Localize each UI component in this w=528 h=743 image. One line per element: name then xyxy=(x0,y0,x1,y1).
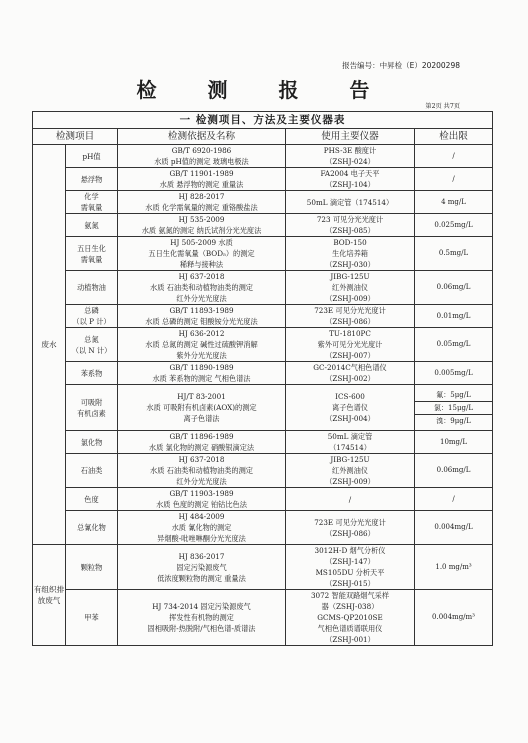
instrument-line: （ZSHJ-104） xyxy=(325,180,375,189)
item-line: 需氧量 xyxy=(80,203,103,212)
table-row xyxy=(33,237,493,271)
limit-line: 4 mg/L xyxy=(441,197,466,206)
limit-line: 0.05mg/L xyxy=(436,340,471,348)
instrument-line: 723E 可见分光光度计 xyxy=(314,517,386,527)
instrument-line: 723 可见分光光度计 xyxy=(316,215,384,224)
table-row xyxy=(33,385,493,431)
method-cell xyxy=(118,237,286,271)
page-info: 第2页 共7页 xyxy=(425,103,460,110)
instrument-cell xyxy=(286,511,415,545)
limit-line: 0.06mg/L xyxy=(436,283,471,291)
table-row xyxy=(33,168,493,191)
method-cell xyxy=(118,385,286,431)
instrument-cell xyxy=(286,168,415,191)
header-item: 检测项目 xyxy=(33,129,118,145)
instrument-line: MS105DU 分析天平 xyxy=(315,568,385,577)
instrument-line: 生化培养箱 xyxy=(332,249,368,258)
table-row xyxy=(33,545,493,590)
instrument-cell xyxy=(286,145,415,168)
instrument-cell xyxy=(286,545,415,590)
instrument-line: （ZSHJ-147） xyxy=(325,557,375,566)
instrument-line: 50mL 滴定管 xyxy=(327,432,373,441)
method-cell xyxy=(118,191,286,214)
method-line: HJ 828-2017 xyxy=(178,192,225,201)
header-method: 检测依据及名称 xyxy=(118,129,286,145)
item-line: 氨氮 xyxy=(84,220,99,230)
item-cell xyxy=(66,214,118,237)
method-line: 水质 氨氮的测定 纳氏试剂分光光度法 xyxy=(141,226,262,235)
method-line: 水质 pH值的测定 玻璃电极法 xyxy=(154,157,249,166)
limit-cell xyxy=(415,362,493,385)
item-cell xyxy=(66,328,118,362)
instrument-cell xyxy=(286,488,415,511)
instrument-cell xyxy=(286,271,415,305)
limit-cell xyxy=(415,385,493,431)
instrument-line: FA2004 电子天平 xyxy=(320,169,380,178)
instrument-line: / xyxy=(348,494,352,504)
method-cell xyxy=(118,431,286,454)
table-row xyxy=(33,454,493,488)
item-cell xyxy=(66,431,118,454)
table-row xyxy=(33,305,493,328)
limit-cell xyxy=(415,488,493,511)
instrument-line: JIBG-125U xyxy=(330,455,370,464)
item-line: 甲苯 xyxy=(84,613,99,622)
instrument-line: （ZSHJ-086） xyxy=(325,528,375,538)
method-cell xyxy=(118,590,286,646)
limit-cell xyxy=(415,328,493,362)
table-row xyxy=(33,214,493,237)
method-cell xyxy=(118,214,286,237)
instrument-line: （ZSHJ-015） xyxy=(325,579,375,588)
instrument-line: PHS-3E 酸度计 xyxy=(323,146,377,155)
method-cell xyxy=(118,511,286,545)
instrument-line: （ZSHJ-030） xyxy=(325,260,375,269)
method-line: 紫外分光光度法 xyxy=(176,351,227,360)
limit-cell xyxy=(415,545,493,590)
table-row xyxy=(33,271,493,305)
method-line: 固定污染源废气 xyxy=(176,562,227,572)
item-line: 五日生化 xyxy=(77,243,106,253)
item-line: 化学 xyxy=(84,192,99,201)
method-line: 水质 总磷的测定 钼酸铵分光光度法 xyxy=(145,317,258,326)
method-line: HJ 836-2017 xyxy=(178,551,225,561)
instrument-line: 50mL 滴定管（174514） xyxy=(306,197,394,207)
item-cell xyxy=(66,305,118,328)
limit-cell xyxy=(415,271,493,305)
instrument-line: GCMS-QP2010SE xyxy=(317,613,383,622)
method-line: 水质 化学需氧量的测定 重铬酸盐法 xyxy=(145,203,258,212)
method-table xyxy=(32,111,493,646)
limit-cell xyxy=(415,237,493,271)
method-cell xyxy=(118,145,286,168)
instrument-line: （174514） xyxy=(329,443,371,452)
instrument-line: （ZSHJ-085） xyxy=(325,226,375,235)
instrument-line: （ZSHJ-002） xyxy=(325,374,375,383)
item-cell xyxy=(66,545,118,590)
item-line: 需氧量 xyxy=(80,254,103,264)
limit-line: / xyxy=(452,494,455,503)
instrument-cell xyxy=(286,590,415,646)
header-instrument: 使用主要仪器 xyxy=(286,129,415,145)
instrument-cell xyxy=(286,431,415,454)
method-line: HJ 505-2009 水质 xyxy=(170,238,233,247)
method-line: HJ 637-2018 xyxy=(178,455,225,464)
limit-line: 0.005mg/L xyxy=(434,368,473,377)
instrument-line: 器（ZSHJ-038） xyxy=(321,602,379,611)
item-line: 氯化物 xyxy=(80,437,103,447)
instrument-line: （ZSHJ-086） xyxy=(325,317,375,326)
method-line: HJ 636-2012 xyxy=(178,329,225,338)
method-cell xyxy=(118,168,286,191)
method-cell xyxy=(118,488,286,511)
instrument-cell xyxy=(286,385,415,431)
limit-line: 氟：5μg/L xyxy=(415,389,492,402)
method-cell xyxy=(118,454,286,488)
item-cell xyxy=(66,385,118,431)
item-line: （以 P 计） xyxy=(72,317,111,326)
instrument-line: 气相色谱质谱联用仪 xyxy=(317,624,383,633)
category-wastewater: 废水 xyxy=(33,145,66,545)
instrument-line: （ZSHJ-004） xyxy=(325,414,375,423)
table-row xyxy=(33,145,493,168)
method-line: 红外分光光度法 xyxy=(176,477,227,486)
item-line: 总氮 xyxy=(84,334,99,344)
item-cell xyxy=(66,271,118,305)
method-line: 水质 氰化物的测定 xyxy=(171,523,232,532)
limit-cell xyxy=(415,214,493,237)
method-line: HJ 637-2018 xyxy=(178,272,225,281)
method-line: 水质 石油类和动植物油类的测定 xyxy=(150,466,253,475)
limit-line: 溴：9μg/L xyxy=(436,416,471,425)
item-line: 总磷 xyxy=(84,306,99,315)
method-line: 离子色谱法 xyxy=(183,414,220,423)
limit-line: 0.5mg/L xyxy=(438,249,469,257)
table-row xyxy=(33,431,493,454)
instrument-line: GC-2014C气相色谱仪 xyxy=(313,363,387,372)
method-line: 水质 可吸附有机卤素(AOX)的测定 xyxy=(146,403,257,412)
instrument-cell xyxy=(286,305,415,328)
limit-cell xyxy=(415,590,493,646)
limit-cell xyxy=(415,431,493,454)
instrument-line: 紫外可见分光光度计 xyxy=(317,340,383,349)
instrument-line: 3072 智能双路烟气采样 xyxy=(310,591,390,600)
method-line: 异烟酸-吡唑啉酮分光光度法 xyxy=(157,534,246,543)
report-number: 报告编号：中昇检（E）20200298 xyxy=(342,61,460,70)
method-line: 固相吸附-热脱附/气相色谱-质谱法 xyxy=(147,624,256,633)
method-line: GB/T 11903-1989 xyxy=(169,489,234,498)
method-cell xyxy=(118,545,286,590)
limit-line: 1.0 mg/m³ xyxy=(435,562,472,571)
item-line: pH值 xyxy=(82,151,101,161)
method-line: 挥发性有机物的测定 xyxy=(169,613,234,622)
limit-cell xyxy=(415,191,493,214)
item-cell xyxy=(66,488,118,511)
instrument-line: （ZSHJ-007） xyxy=(325,351,375,360)
method-cell xyxy=(118,362,286,385)
limit-cell xyxy=(415,305,493,328)
method-cell xyxy=(118,328,286,362)
item-cell xyxy=(66,511,118,545)
instrument-line: 红外测油仪 xyxy=(332,283,368,292)
method-line: HJ 734-2014 固定污染源废气 xyxy=(152,602,251,611)
item-cell xyxy=(66,237,118,271)
table-row xyxy=(33,511,493,545)
method-line: GB/T 11890-1989 xyxy=(169,363,234,372)
item-line: 可吸附 xyxy=(80,397,103,407)
instrument-line: JIBG-125U xyxy=(330,272,370,281)
method-cell xyxy=(118,271,286,305)
instrument-line: BOD-150 xyxy=(333,238,367,247)
limit-line: 0.01mg/L xyxy=(436,311,471,320)
method-line: GB/T 6920-1986 xyxy=(171,146,232,155)
item-cell xyxy=(66,362,118,385)
limit-line: 0.004mg/m³ xyxy=(432,613,475,621)
instrument-line: TU-1810PC xyxy=(329,329,371,338)
section-title: 一 检测项目、方法及主要仪器表 xyxy=(33,112,493,129)
method-line: GB/T 11901-1989 xyxy=(169,169,234,178)
instrument-cell xyxy=(286,237,415,271)
instrument-line: （ZSHJ-001） xyxy=(325,635,375,644)
limit-line: 0.004mg/L xyxy=(434,523,473,531)
instrument-line: 3012H-D 烟气分析仪 xyxy=(314,546,386,555)
instrument-line: 723E 可见分光光度计 xyxy=(314,306,386,315)
instrument-line: （ZSHJ-009） xyxy=(325,477,375,486)
limit-cell xyxy=(415,511,493,545)
limit-line: / xyxy=(452,174,455,183)
method-line: GB/T 11893-1989 xyxy=(169,306,234,315)
item-line: 总氰化物 xyxy=(77,523,106,532)
item-cell xyxy=(66,145,118,168)
table-row xyxy=(33,328,493,362)
method-line: GB/T 11896-1989 xyxy=(169,432,234,441)
table-row xyxy=(33,362,493,385)
limit-line: / xyxy=(452,151,455,160)
instrument-cell xyxy=(286,362,415,385)
instrument-line: ICS-600 xyxy=(335,392,365,401)
method-line: 水质 氯化物的测定 硝酸银滴定法 xyxy=(148,443,255,452)
method-cell xyxy=(118,305,286,328)
limit-line: 0.06mg/L xyxy=(436,466,471,474)
item-line: 苯系物 xyxy=(80,368,103,378)
method-line: HJ/T 83-2001 xyxy=(177,392,226,401)
table-row xyxy=(33,590,493,646)
method-line: 水质 色度的测定 铂钴比色法 xyxy=(156,500,247,509)
table-row xyxy=(33,488,493,511)
method-line: 水质 总氮的测定 碱性过硫酸钾消解 xyxy=(145,340,258,349)
limit-line: 0.025mg/L xyxy=(434,220,473,229)
item-line: 动植物油 xyxy=(77,283,106,292)
instrument-line: 离子色谱仪 xyxy=(332,403,368,412)
method-line: 稀释与接种法 xyxy=(179,260,224,269)
table-row xyxy=(33,191,493,214)
method-line: HJ 535-2009 xyxy=(178,215,225,224)
header-limit: 检出限 xyxy=(415,129,493,145)
method-line: 五日生化需氧量（BOD₅）的测定 xyxy=(148,249,255,258)
item-line: 颗粒物 xyxy=(80,562,103,572)
limit-cell xyxy=(415,454,493,488)
item-line: 石油类 xyxy=(80,466,103,475)
item-line: 色度 xyxy=(84,494,99,504)
item-cell xyxy=(66,191,118,214)
instrument-line: （ZSHJ-024） xyxy=(325,157,375,166)
item-line: （以 N 计） xyxy=(71,345,112,355)
instrument-line: （ZSHJ-009） xyxy=(325,294,375,303)
item-cell xyxy=(66,454,118,488)
item-line: 有机卤素 xyxy=(77,408,106,418)
category-air: 有组织排放废气 xyxy=(33,545,66,646)
limit-cell xyxy=(415,168,493,191)
instrument-cell xyxy=(286,454,415,488)
method-line: 水质 悬浮物的测定 重量法 xyxy=(159,180,244,189)
method-line: 红外分光光度法 xyxy=(176,294,227,303)
item-cell xyxy=(66,590,118,646)
limit-line: 氯：15μg/L xyxy=(415,402,492,415)
method-line: HJ 484-2009 xyxy=(178,512,225,521)
method-line: 低浓度颗粒物的测定 重量法 xyxy=(157,573,246,583)
instrument-cell xyxy=(286,214,415,237)
limit-cell xyxy=(415,145,493,168)
item-line: 悬浮物 xyxy=(80,174,103,184)
instrument-cell xyxy=(286,191,415,214)
limit-line: 10mg/L xyxy=(439,437,468,446)
item-cell xyxy=(66,168,118,191)
method-line: 水质 石油类和动植物油类的测定 xyxy=(150,283,253,292)
method-line: 水质 苯系物的测定 气相色谱法 xyxy=(152,374,251,383)
instrument-cell xyxy=(286,328,415,362)
page-title: 检 测 报 告 xyxy=(136,78,392,102)
instrument-line: 红外测油仪 xyxy=(332,466,368,475)
